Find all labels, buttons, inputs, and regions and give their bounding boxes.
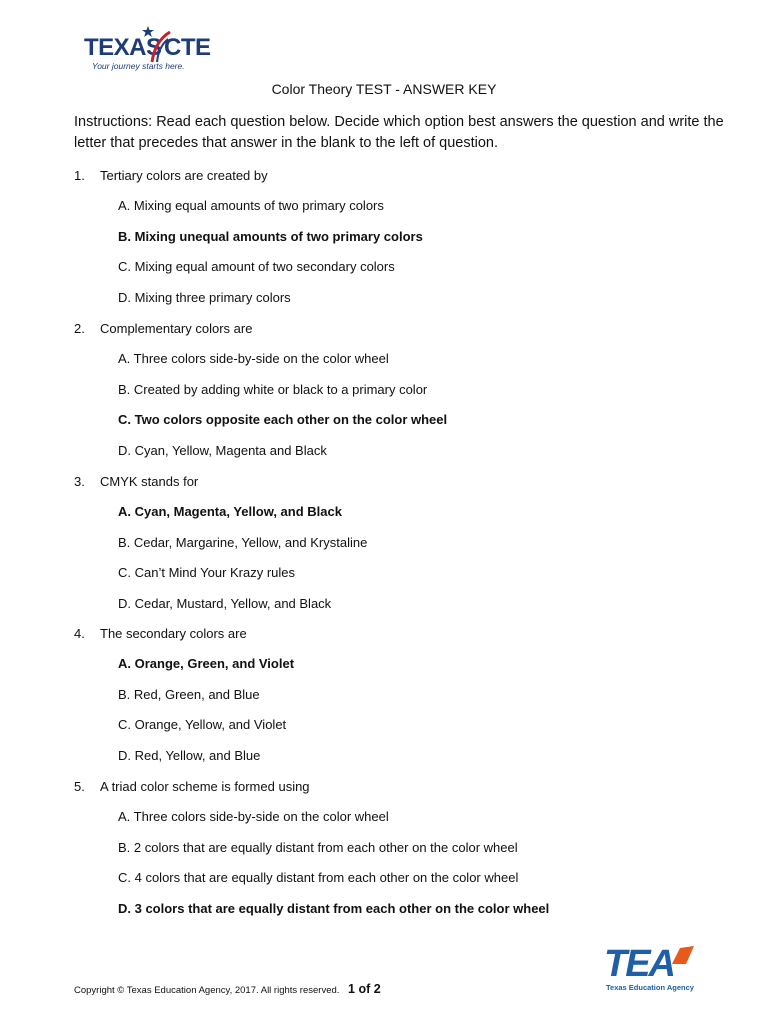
instructions-text: Instructions: Read each question below. Decide which option best answers the question and write the letter that precedes that answer in the blank to the left of question. (74, 114, 724, 151)
answer-option: B. 2 colors that are equally distant from each other on the color wheel (118, 839, 518, 855)
answer-option: C. Can’t Mind Your Krazy rules (118, 565, 296, 580)
answer-option-correct: A. Cyan, Magenta, Yellow, and Black (118, 504, 342, 519)
answer-option: C. Mixing equal amount of two secondary colors (118, 259, 395, 274)
tea-logo-subtitle: Texas Education Agency (606, 983, 694, 992)
tea-logo (604, 944, 696, 994)
answer-option: D. Cedar, Mustard, Yellow, and Black (118, 595, 332, 611)
question-number: 5. (74, 779, 85, 794)
question-number: 1. (74, 168, 85, 183)
question-text: Complementary colors are (100, 321, 253, 336)
answer-option: D. Mixing three primary colors (118, 289, 291, 305)
question-number: 3. (74, 474, 85, 489)
logo-texas-text: TEXAS (84, 34, 162, 61)
answer-option: A. Three colors side-by-side on the color wheel (118, 809, 389, 824)
logo-tagline: Your journey starts here. (92, 61, 185, 71)
answer-option-correct: D. 3 colors that are equally distant from each other on the color wheel (118, 900, 550, 916)
answer-option: C. Orange, Yellow, and Violet (118, 717, 287, 732)
answer-option-correct: A. Orange, Green, and Violet (118, 656, 295, 671)
answer-option: D. Cyan, Yellow, Magenta and Black (118, 442, 327, 458)
answer-option: C. 4 colors that are equally distant from each other on the color wheel (118, 870, 519, 885)
answer-option: D. Red, Yellow, and Blue (118, 747, 261, 763)
texas-cte-logo (82, 24, 212, 76)
logo-cte-text: CTE (164, 34, 211, 61)
question-2 (74, 321, 252, 336)
question-3 (74, 474, 198, 489)
copyright-text: Copyright © Texas Education Agency, 2017. All rights reserved. (74, 985, 340, 996)
answer-option-correct: C. Two colors opposite each other on the color wheel (118, 412, 448, 427)
answer-option: A. Mixing equal amounts of two primary colors (118, 198, 384, 213)
answer-option: B. Created by adding white or black to a primary color (118, 381, 428, 397)
question-text: The secondary colors are (100, 626, 247, 641)
answer-option-correct: B. Mixing unequal amounts of two primary colors (118, 228, 423, 244)
answer-option: B. Cedar, Margarine, Yellow, and Krystaline (118, 534, 368, 550)
question-number: 2. (74, 321, 85, 336)
footer (74, 982, 381, 996)
question-text: CMYK stands for (100, 474, 199, 489)
question-1 (74, 168, 268, 183)
question-5 (74, 779, 310, 794)
page-number: 1 of 2 (348, 982, 381, 996)
question-text: Tertiary colors are created by (100, 168, 268, 183)
answer-option: A. Three colors side-by-side on the color wheel (118, 351, 389, 366)
tea-logo-text: TEA (604, 943, 674, 985)
question-4 (74, 626, 247, 641)
page-title: Color Theory TEST - ANSWER KEY (271, 81, 497, 97)
question-number: 4. (74, 626, 85, 641)
answer-option: B. Red, Green, and Blue (118, 686, 260, 702)
tea-flag-icon (670, 944, 696, 966)
question-text: A triad color scheme is formed using (100, 779, 310, 794)
